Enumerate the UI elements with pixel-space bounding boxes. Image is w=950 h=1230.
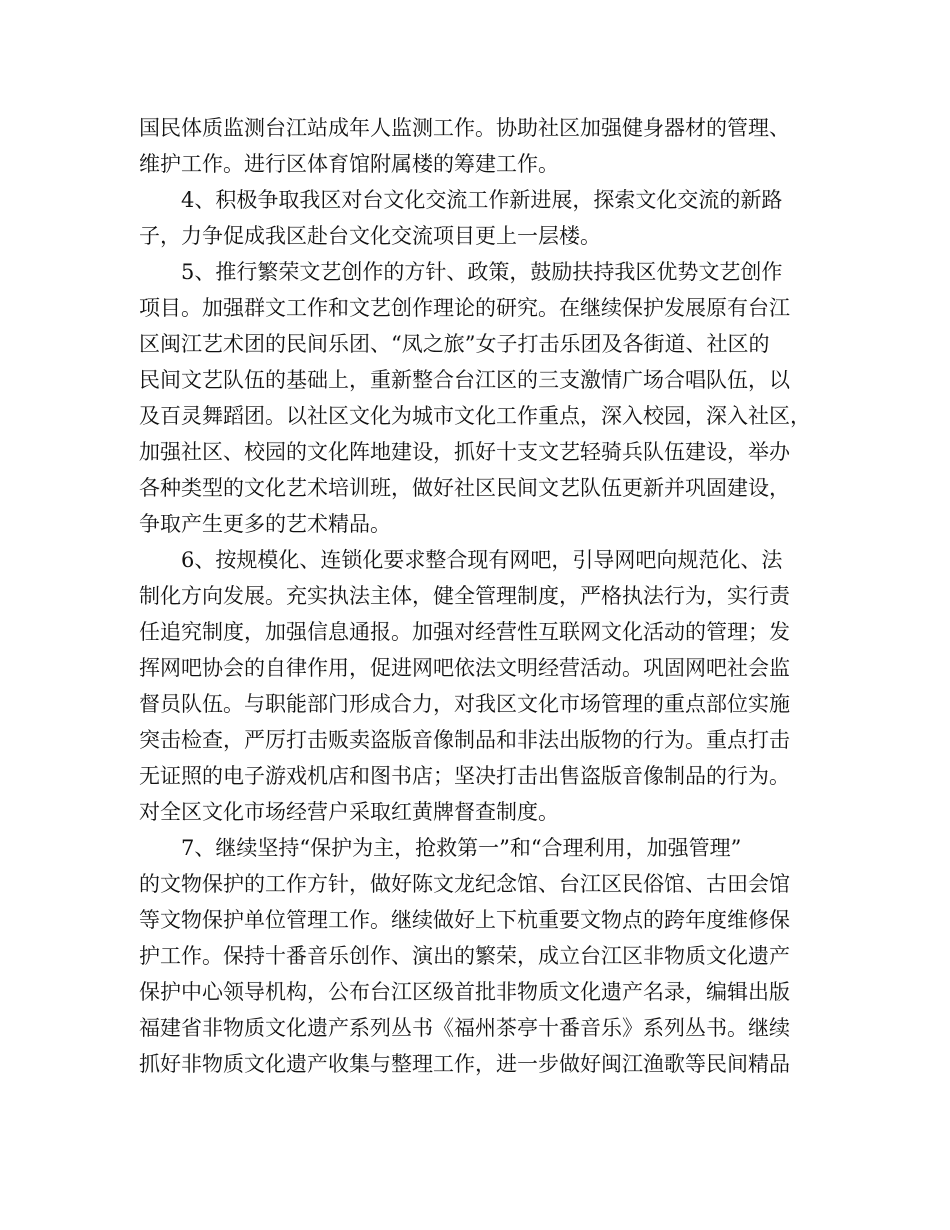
text-line: 6、按规模化、连锁化要求整合现有网吧，引导网吧向规范化、法 bbox=[181, 548, 783, 572]
text-line: 维护工作。进行区体育馆附属楼的筹建工作。 bbox=[139, 152, 559, 176]
text-line: 挥网吧协会的自律作用，促进网吧依法文明经营活动。巩固网吧社会监 bbox=[139, 656, 790, 680]
text-line: 争取产生更多的艺术精品。 bbox=[139, 512, 391, 536]
text-line: 项目。加强群文工作和文艺创作理论的研究。在继续保护发展原有台江 bbox=[139, 296, 790, 320]
document-body bbox=[139, 110, 819, 1082]
text-line: 对全区文化市场经营户采取红黄牌督查制度。 bbox=[139, 800, 559, 824]
text-line: 国民体质监测台江站成年人监测工作。协助社区加强健身器材的管理、 bbox=[139, 116, 790, 140]
text-line: 等文物保护单位管理工作。继续做好上下杭重要文物点的跨年度维修保 bbox=[139, 908, 790, 932]
text-line: 无证照的电子游戏机店和图书店；坚决打击出售盗版音像制品的行为。 bbox=[139, 764, 790, 788]
text-line: 7、继续坚持“保护为主，抢救第一”和“合理利用，加强管理” bbox=[181, 836, 742, 860]
text-line: 福建省非物质文化遗产系列丛书《福州茶亭十番音乐》系列丛书。继续 bbox=[139, 1016, 790, 1040]
text-line: 子，力争促成我区赴台文化交流项目更上一层楼。 bbox=[139, 224, 601, 248]
text-line: 各种类型的文化艺术培训班，做好社区民间文艺队伍更新并巩固建设， bbox=[139, 476, 790, 500]
text-line: 4、积极争取我区对台文化交流工作新进展，探索文化交流的新路 bbox=[181, 188, 783, 212]
text-line: 督员队伍。与职能部门形成合力，对我区文化市场管理的重点部位实施 bbox=[139, 692, 790, 716]
text-line: 加强社区、校园的文化阵地建设，抓好十支文艺轻骑兵队伍建设，举办 bbox=[139, 440, 790, 464]
text-line: 制化方向发展。充实执法主体，健全管理制度，严格执法行为，实行责 bbox=[139, 584, 790, 608]
text-line: 区闽江艺术团的民间乐团、“凤之旅”女子打击乐团及各街道、社区的 bbox=[139, 332, 770, 356]
text-line: 的文物保护的工作方针，做好陈文龙纪念馆、台江区民俗馆、古田会馆 bbox=[139, 872, 790, 896]
text-line: 突击检查，严厉打击贩卖盗版音像制品和非法出版物的行为。重点打击 bbox=[139, 728, 790, 752]
text-line: 及百灵舞蹈团。以社区文化为城市文化工作重点，深入校园，深入社区， bbox=[139, 404, 811, 428]
text-line: 护工作。保持十番音乐创作、演出的繁荣，成立台江区非物质文化遗产 bbox=[139, 944, 790, 968]
text-line: 抓好非物质文化遗产收集与整理工作，进一步做好闽江渔歌等民间精品 bbox=[139, 1052, 790, 1076]
text-line: 任追究制度，加强信息通报。加强对经营性互联网文化活动的管理；发 bbox=[139, 620, 790, 644]
text-line: 5、推行繁荣文艺创作的方针、政策，鼓励扶持我区优势文艺创作 bbox=[181, 260, 783, 284]
text-line: 民间文艺队伍的基础上，重新整合台江区的三支激情广场合唱队伍，以 bbox=[139, 368, 790, 392]
text-line: 保护中心领导机构，公布台江区级首批非物质文化遗产名录，编辑出版 bbox=[139, 980, 790, 1004]
